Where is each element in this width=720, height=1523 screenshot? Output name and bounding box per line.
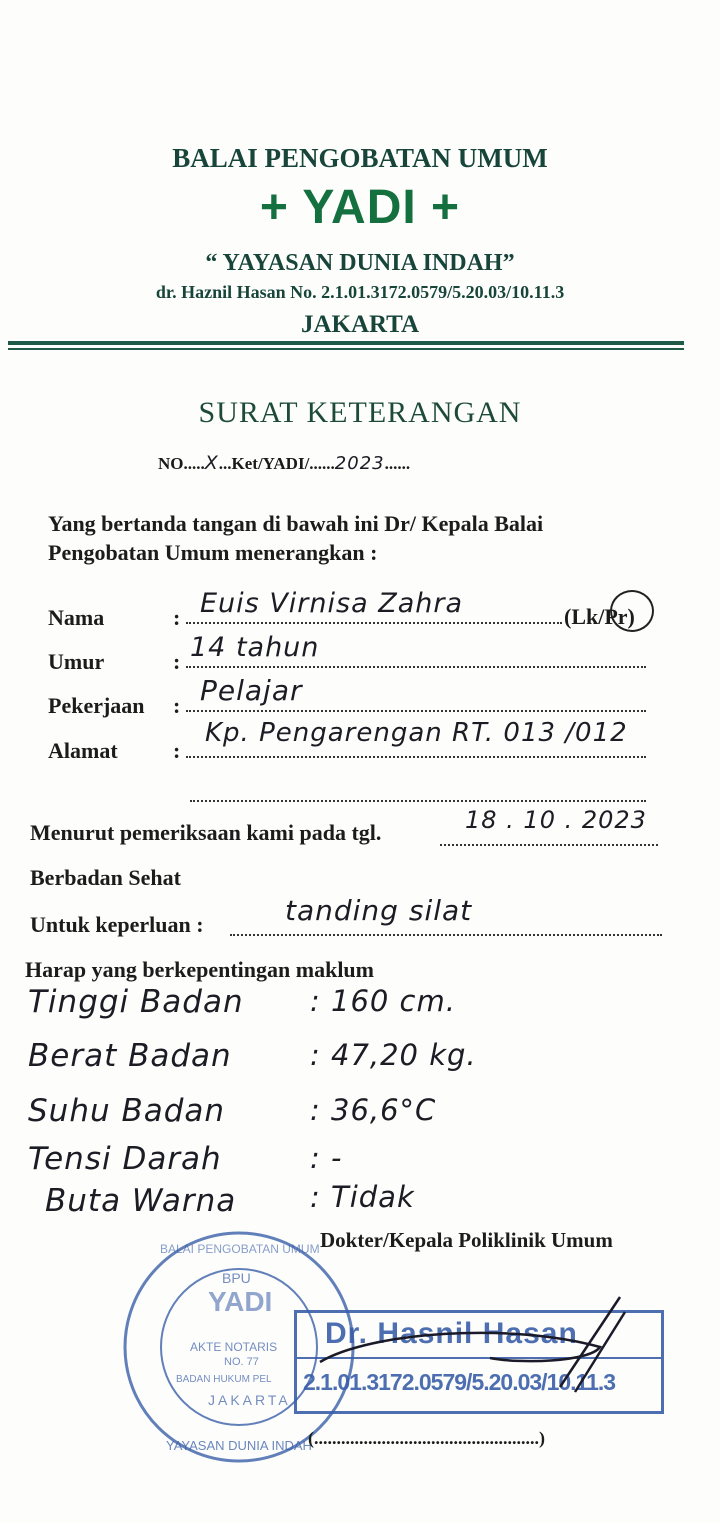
intro-line-2: Pengobatan Umum menerangkan : (48, 540, 378, 565)
foundation-name: “ YAYASAN DUNIA INDAH” (205, 250, 515, 276)
nama-label: Nama (48, 605, 105, 630)
umur-value: 14 tahun (190, 632, 320, 663)
number-trail: ...... (384, 454, 411, 473)
brand-logo: + YADI + (259, 181, 461, 234)
signature-scribble (290, 1292, 650, 1412)
stamp-line2: NO. 77 (224, 1356, 259, 1368)
doctor-name: Dr. Hasnil Hasan (325, 1317, 578, 1350)
measure-value-tensi: : - (310, 1141, 343, 1175)
stamp-city: JAKARTA (208, 1392, 291, 1408)
doctor-number: 2.1.01.3172.0579/5.20.03/10.11.3 (303, 1369, 616, 1395)
signature-role: Dokter/Kepala Poliklinik Umum (320, 1228, 613, 1252)
measure-value-buta: : Tidak (310, 1180, 415, 1214)
nama-value: Euis Virnisa Zahra (200, 588, 464, 619)
exam-date: 18 . 10 . 2023 (465, 806, 647, 834)
measure-value-berat: : 47,20 kg. (310, 1038, 477, 1072)
stamp-bpu: BPU (222, 1270, 251, 1286)
umur-colon: : (173, 649, 181, 674)
alamat-label: Alamat (48, 738, 118, 763)
number-value: X (204, 452, 219, 474)
alamat-value: Kp. Pengarengan RT. 013 /012 (205, 718, 628, 748)
signature-bracket: (..................................................) (308, 1428, 545, 1448)
city-name: JAKARTA (300, 311, 420, 338)
umur-label: Umur (48, 649, 105, 674)
stamp-outer-bottom: YAYASAN DUNIA INDAH (166, 1438, 312, 1453)
stamp-line1: AKTE NOTARIS (190, 1340, 278, 1354)
purpose-label: Untuk keperluan : (30, 912, 204, 937)
document-title: SURAT KETERANGAN (198, 396, 522, 429)
stamp-line3: BADAN HUKUM PEL (176, 1374, 272, 1385)
measure-label-tinggi: Tinggi Badan (28, 984, 244, 1020)
number-year: 2023 (334, 453, 385, 474)
alamat-line-2 (190, 776, 646, 802)
pekerjaan-value: Pelajar (200, 674, 303, 707)
measure-value-tinggi: : 160 cm. (310, 984, 456, 1018)
number-prefix: NO..... (158, 454, 205, 473)
measure-label-berat: Berat Badan (28, 1038, 232, 1074)
license-number: dr. Haznil Hasan No. 2.1.01.3172.0579/5.20.03/10.11.3 (155, 282, 565, 302)
purpose-value: tanding silat (285, 894, 473, 927)
gender-choice: (Lk/Pr) (564, 604, 635, 629)
pekerjaan-colon: : (173, 693, 181, 718)
clinic-name: BALAI PENGOBATAN UMUM (172, 143, 548, 173)
health-status: Berbadan Sehat (30, 865, 181, 890)
alamat-colon: : (173, 738, 181, 763)
exam-label: Menurut pemeriksaan kami pada tgl. (30, 820, 382, 845)
measure-label-buta: Buta Warna (45, 1183, 237, 1219)
measure-label-suhu: Suhu Badan (28, 1093, 226, 1129)
pekerjaan-label: Pekerjaan (48, 693, 145, 718)
measure-label-tensi: Tensi Darah (28, 1141, 222, 1177)
measure-value-suhu: : 36,6°C (310, 1093, 437, 1127)
stamp-outer-top: BALAI PENGOBATAN UMUM (160, 1242, 320, 1256)
gender-circle (610, 590, 654, 632)
intro-line-1: Yang bertanda tangan di bawah ini Dr/ Kepala Balai (48, 511, 544, 536)
number-mid: ...Ket/YADI/...... (218, 454, 335, 473)
nama-colon: : (173, 605, 181, 630)
closing-text: Harap yang berkepentingan maklum (25, 957, 374, 982)
stamp-brand: YADI (208, 1286, 273, 1317)
document-number (158, 452, 410, 474)
header-rule-thin (8, 348, 684, 350)
header-rule (8, 341, 684, 345)
